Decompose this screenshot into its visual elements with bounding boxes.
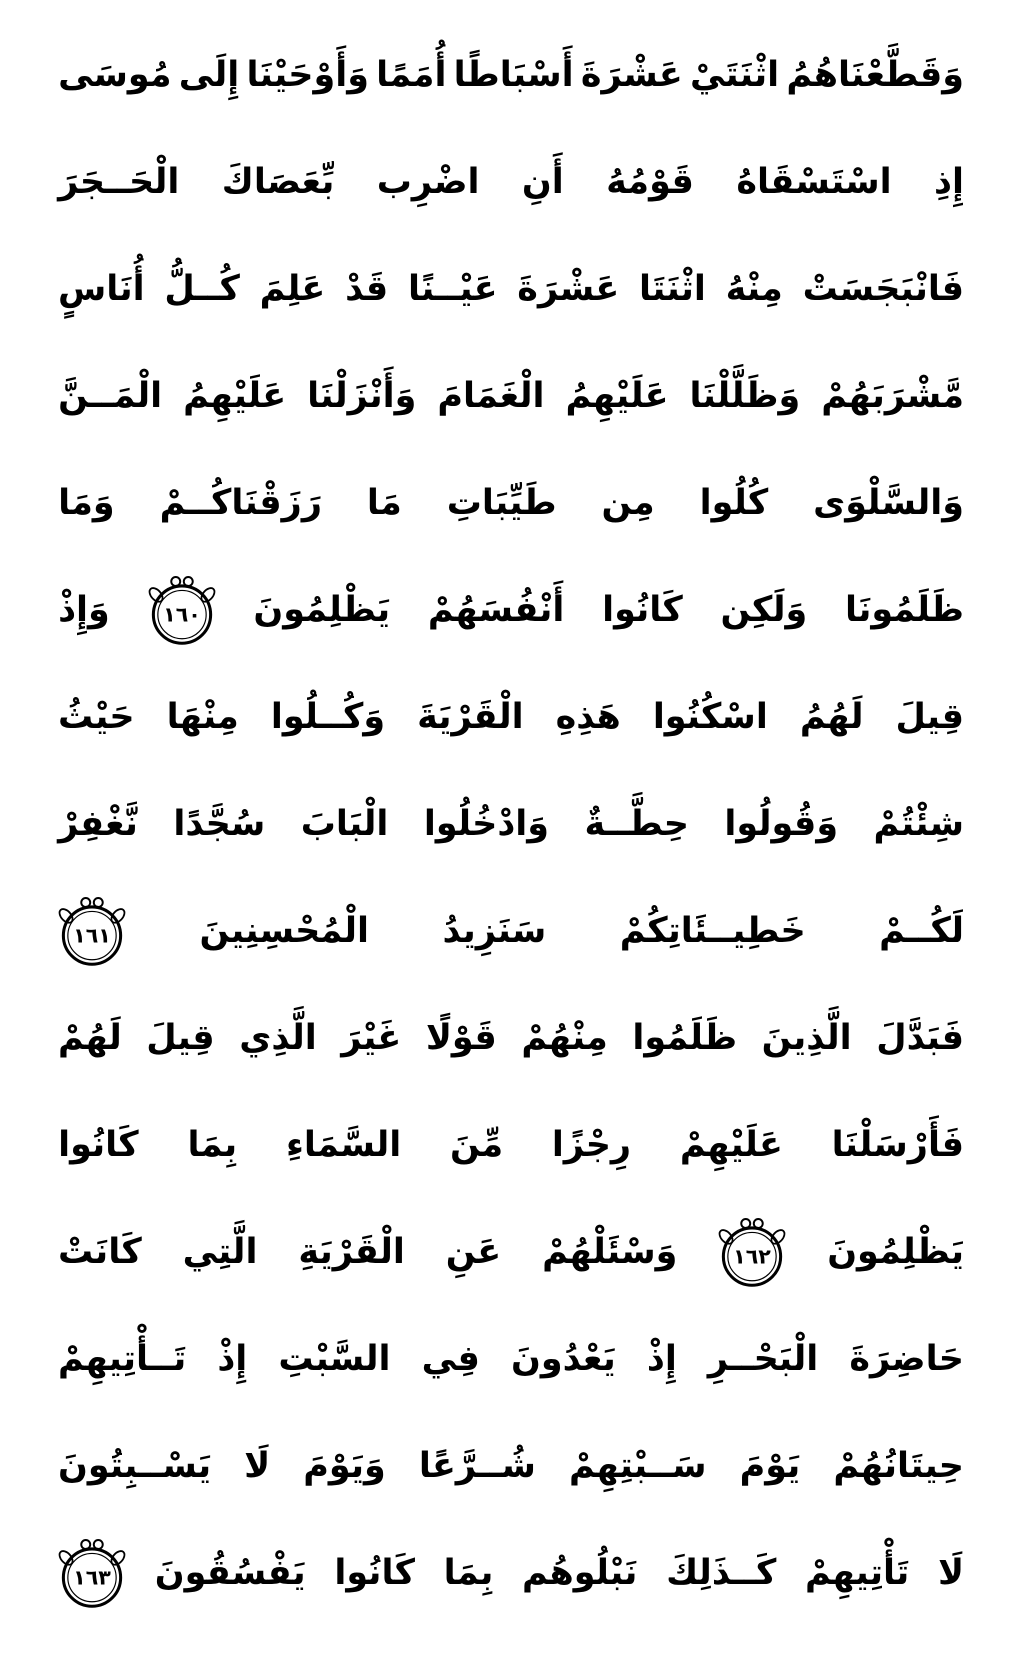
- word: كَانَتْ: [58, 1232, 142, 1272]
- word: مِنْهَا: [166, 697, 239, 737]
- word: عَلِمَ: [259, 269, 326, 309]
- word: اسْكُنُوا: [652, 697, 768, 737]
- word: اثْنَتَا: [639, 269, 706, 309]
- word: مِّنَ: [449, 1125, 504, 1165]
- word: أَنْفُسَهُمْ: [427, 590, 565, 630]
- word: الَّتِي: [182, 1232, 258, 1272]
- word: يَعْدُونَ: [511, 1339, 616, 1379]
- word: وَادْخُلُوا: [423, 804, 550, 844]
- word: وَأَوْحَيْنَا: [246, 55, 369, 95]
- word: وَقُولُوا: [724, 804, 839, 844]
- verse-marker-162: [718, 1215, 786, 1291]
- word: فَانْبَجَسَتْ: [802, 269, 964, 309]
- word: أَنِ: [521, 162, 564, 202]
- word: ظَلَمُونَا: [845, 590, 964, 630]
- word: كُلُوا: [699, 483, 769, 523]
- quran-line-6: [58, 557, 964, 664]
- word: فَأَرْسَلْنَا: [831, 1125, 964, 1165]
- quran-line-10: [58, 985, 964, 1092]
- word: فَبَدَّلَ: [876, 1018, 964, 1058]
- word: بِمَا: [443, 1553, 494, 1593]
- verse-marker-163: [58, 1536, 126, 1612]
- word: طَيِّبَاتِ: [446, 483, 557, 523]
- quran-line-1: [58, 22, 964, 129]
- quran-line-9: [58, 878, 964, 985]
- word: عَشْرَةَ: [517, 269, 620, 309]
- word: فِي: [421, 1339, 480, 1379]
- word: يَفْسُقُونَ: [154, 1553, 306, 1593]
- word: لَهُمْ: [58, 1018, 122, 1058]
- word: الْحَــجَرَ: [58, 162, 180, 202]
- quran-line-14: [58, 1413, 964, 1520]
- verse-number: ١٦٠: [162, 602, 201, 627]
- word: قَدْ: [345, 269, 389, 309]
- word: الْمُحْسِنِينَ: [199, 911, 370, 951]
- word: الَّذِي: [239, 1018, 317, 1058]
- verse-number: ١٦٣: [73, 1565, 111, 1590]
- word: الْقَرْيَةِ: [298, 1232, 405, 1272]
- word: بِمَا: [187, 1125, 238, 1165]
- word: مَا: [366, 483, 402, 523]
- quran-line-15: [58, 1520, 964, 1627]
- quran-line-2: [58, 129, 964, 236]
- word: نَبْلُوهُم: [522, 1553, 638, 1593]
- word: لَا: [244, 1446, 271, 1486]
- word: تَــأْتِيهِمْ: [58, 1339, 187, 1379]
- word: سُجَّدًا: [173, 804, 266, 844]
- word: إِذِ: [934, 162, 964, 202]
- word: قِيلَ: [895, 697, 964, 737]
- word: الْقَرْيَةَ: [417, 697, 524, 737]
- quran-line-11: [58, 1092, 964, 1199]
- word: أَسْبَاطًا: [453, 55, 574, 95]
- word: عَنِ: [445, 1232, 502, 1272]
- verse-marker-160: [148, 573, 216, 649]
- word: عَلَيْهِمُ: [183, 376, 287, 416]
- word: حِطَّــةٌ: [584, 804, 689, 844]
- word: يَظْلِمُونَ: [827, 1232, 964, 1272]
- word: مِنْهُمْ: [521, 1018, 608, 1058]
- word: وَكُــلُوا: [270, 697, 386, 737]
- word: مُوسَى: [58, 55, 172, 95]
- word: نَّغْفِرْ: [58, 804, 138, 844]
- word: السَّبْتِ: [278, 1339, 391, 1379]
- word: إِذْ: [646, 1339, 677, 1379]
- word: كَانُوا: [334, 1553, 415, 1593]
- word: يَظْلِمُونَ: [253, 590, 391, 630]
- word: مِن: [601, 483, 655, 523]
- quran-line-5: [58, 450, 964, 557]
- verse-number: ١٦١: [73, 923, 111, 948]
- word: غَيْرَ: [341, 1018, 402, 1058]
- word: مِنْهُ: [725, 269, 783, 309]
- word: وَإِذْ: [58, 590, 110, 630]
- word: الْغَمَامَ: [437, 376, 545, 416]
- word: اسْتَسْقَاهُ: [736, 162, 892, 202]
- word: عَيْــنًا: [407, 269, 498, 309]
- word: عَلَيْهِمُ: [565, 376, 669, 416]
- word: إِذْ: [217, 1339, 248, 1379]
- word: أُمَمًا: [376, 55, 447, 95]
- verse-marker-161: [58, 894, 126, 970]
- word: قَوْمُهُ: [606, 162, 694, 202]
- word: الَّذِينَ: [761, 1018, 852, 1058]
- word: حَيْثُ: [58, 697, 135, 737]
- word: اثْنَتَيْ: [690, 55, 780, 95]
- word: تَأْتِيهِمْ: [805, 1553, 910, 1593]
- word: شُــرَّعًا: [418, 1446, 536, 1486]
- word: وَمَا: [58, 483, 115, 523]
- verse-number: ١٦٢: [733, 1244, 772, 1269]
- word: وَظَلَّلْنَا: [689, 376, 801, 416]
- quran-line-7: [58, 664, 964, 771]
- word: قَوْلًا: [425, 1018, 497, 1058]
- word: لَهُمُ: [799, 697, 864, 737]
- word: لَكُــمْ: [879, 911, 964, 951]
- quran-line-12: [58, 1199, 964, 1306]
- word: السَّمَاءِ: [285, 1125, 402, 1165]
- word: وَقَطَّعْنَاهُمُ: [786, 55, 964, 95]
- word: قِيلَ: [146, 1018, 215, 1058]
- word: كَانُوا: [58, 1125, 139, 1165]
- word: خَطِيــئَاتِكُمْ: [619, 911, 806, 951]
- word: وَأَنْزَلْنَا: [307, 376, 417, 416]
- word: أُنَاسٍ: [58, 269, 145, 309]
- word: كُــلُّ: [164, 269, 240, 309]
- word: هَذِهِ: [555, 697, 621, 737]
- word: لَا: [937, 1553, 964, 1593]
- word: الْبَابَ: [300, 804, 389, 844]
- word: شِئْتُمْ: [873, 804, 964, 844]
- quran-line-3: [58, 236, 964, 343]
- word: ظَلَمُوا: [632, 1018, 738, 1058]
- word: الْمَــنَّ: [58, 376, 163, 416]
- word: وَيَوْمَ: [303, 1446, 386, 1486]
- word: الْبَحْــرِ: [707, 1339, 819, 1379]
- word: إِلَى: [178, 55, 240, 95]
- word: وَسْئَلْهُمْ: [542, 1232, 678, 1272]
- quran-line-13: [58, 1306, 964, 1413]
- word: وَلَكِن: [720, 590, 808, 630]
- word: عَشْرَةَ: [580, 55, 683, 95]
- word: اضْرِب: [376, 162, 480, 202]
- word: وَالسَّلْوَى: [813, 483, 964, 523]
- word: كَــذَلِكَ: [666, 1553, 777, 1593]
- word: رَزَقْنَاكُــمْ: [159, 483, 322, 523]
- word: حَاضِرَةَ: [849, 1339, 964, 1379]
- word: مَّشْرَبَهُمْ: [821, 376, 964, 416]
- word: كَانُوا: [602, 590, 683, 630]
- word: بِّعَصَاكَ: [221, 162, 335, 202]
- word: عَلَيْهِمْ: [679, 1125, 783, 1165]
- word: حِيتَانُهُمْ: [833, 1446, 964, 1486]
- quran-line-8: [58, 771, 964, 878]
- word: يَوْمَ: [739, 1446, 801, 1486]
- word: سَــبْتِهِمْ: [569, 1446, 707, 1486]
- word: سَنَزِيدُ: [442, 911, 547, 951]
- word: رِجْزًا: [551, 1125, 632, 1165]
- word: يَسْــبِتُونَ: [58, 1446, 212, 1486]
- quran-line-4: [58, 343, 964, 450]
